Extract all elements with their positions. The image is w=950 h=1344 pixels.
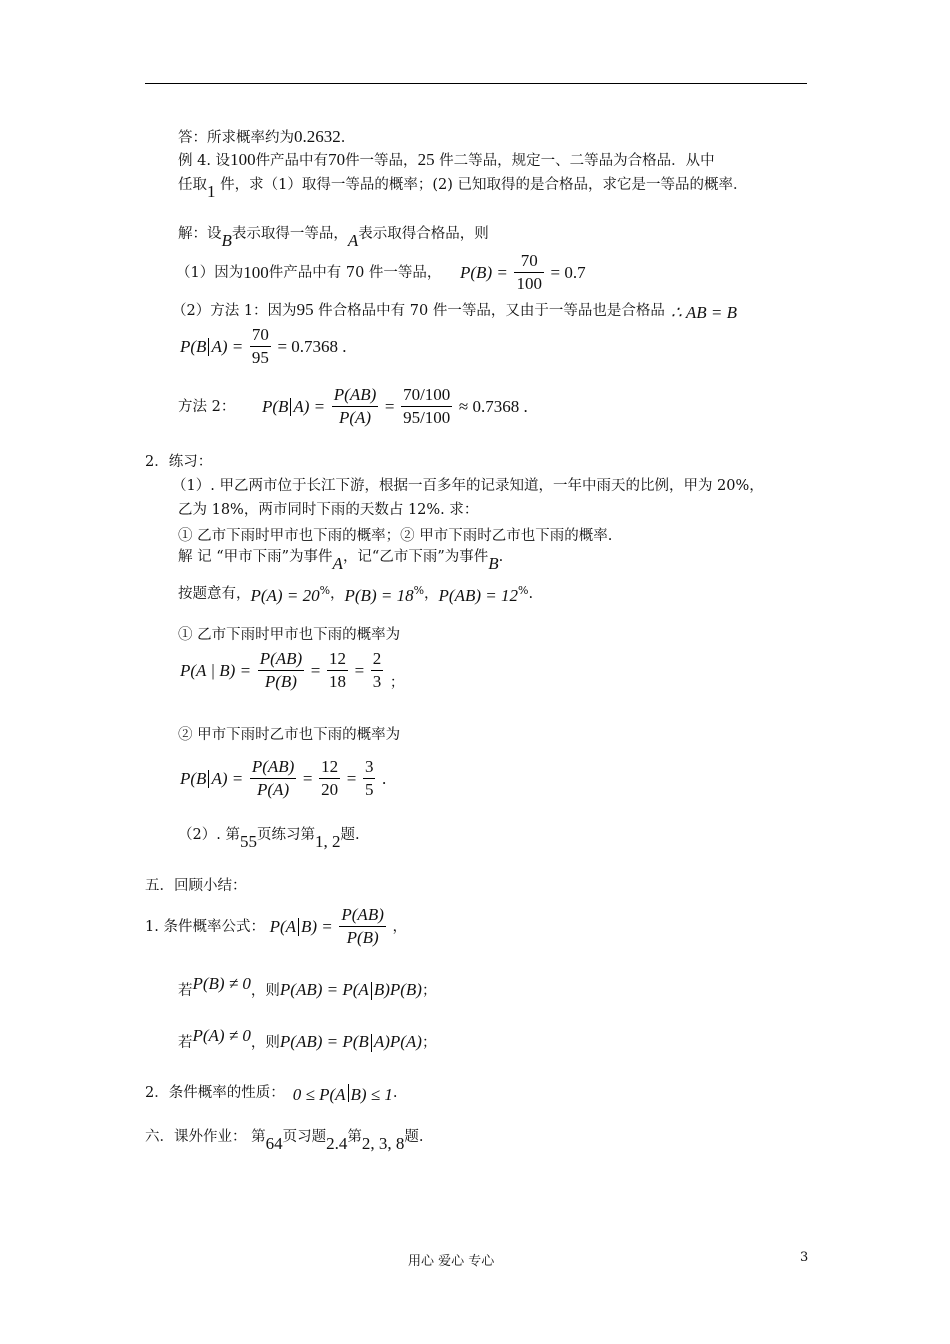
math-symbol: A — [347, 231, 359, 250]
text-run: ， — [424, 586, 439, 602]
exercise-1-line2 — [178, 500, 478, 520]
text-run: ， — [392, 918, 407, 935]
answer-value: 0.2632 — [294, 127, 341, 146]
summary-if-b — [178, 974, 437, 1001]
math-expr: A) = — [211, 768, 244, 788]
numerator: 70/100 — [403, 385, 451, 404]
numerator: 12 — [328, 649, 346, 668]
math-expr: A) = — [211, 336, 244, 356]
text-run: 解：设 — [178, 226, 222, 242]
number-run: 2, 3, 8 — [361, 1134, 405, 1153]
text-run: 例 4. 设 — [178, 153, 231, 169]
text-run: 页习题 — [282, 1129, 327, 1145]
exercise-1-q1-heading — [178, 625, 400, 645]
math-expr: = — [384, 396, 395, 416]
number-run: 1 — [207, 182, 216, 201]
math-expr: = — [302, 768, 313, 788]
denominator: 100 — [516, 274, 542, 293]
summary-if-a — [178, 1026, 437, 1053]
number-run: 64 — [265, 1134, 283, 1153]
part2-result — [180, 324, 347, 369]
numerator: P(AB) — [333, 385, 377, 404]
fraction — [514, 250, 544, 295]
fraction — [327, 648, 348, 693]
exercise-1-q1-formula — [180, 648, 404, 693]
math-expr: . — [382, 768, 387, 788]
text-run: 表示取得合格品，则 — [358, 226, 489, 242]
text-run: 件二等品，规定一、二等品为合格品．从中 — [434, 153, 715, 169]
text-run: 任取 — [178, 177, 207, 193]
text-run: 1. 条件概率公式： — [145, 918, 265, 935]
text-run: ① 乙市下雨时甲市也下雨的概率；② 甲市下雨时乙市也下雨的概率. — [178, 528, 613, 544]
text-run: 件产品中有 — [255, 153, 329, 169]
text-run: 若 — [178, 983, 193, 999]
exercise-1-q2-formula — [180, 756, 386, 801]
text-run: 件一等品， — [345, 153, 418, 169]
math-expr: ≈ 0.7368 . — [458, 396, 528, 416]
text-run: 题. — [340, 827, 360, 843]
text-run: 件，求（1）取得一等品的概率；(2) 已知取得的是合格品，求它是一等品的概率． — [215, 177, 748, 193]
part2-method2 — [178, 384, 528, 429]
math-expr: = — [346, 768, 357, 788]
text-run: 件产品中有 70 件一等品， — [268, 264, 442, 281]
text-run: （2）方法 1：因为 — [172, 303, 297, 319]
text-run: 2．练习： — [145, 454, 213, 470]
fraction — [258, 648, 304, 693]
text-run: ； — [421, 983, 437, 999]
page-number: 3 — [800, 1250, 809, 1265]
exercise-1-line1 — [172, 476, 764, 496]
fraction — [250, 324, 271, 369]
text-run: . — [498, 549, 504, 565]
text-run: 若 — [178, 1035, 193, 1051]
math-expr: = 0.7 — [550, 262, 586, 282]
text-run: （1）. 甲乙两市位于长江下游，根据一百多年的记录知道，一年中雨天的比例，甲为 20%， — [172, 478, 764, 494]
math-expr: P(AB) = P(B — [279, 1032, 369, 1051]
math-symbol: A — [332, 554, 343, 573]
text-run: （1）因为 — [176, 264, 244, 281]
numerator: P(AB) — [259, 649, 303, 668]
percent-sign: % — [319, 584, 331, 597]
homework-line — [145, 1126, 424, 1153]
text-run: ，则 — [250, 1035, 280, 1051]
number-run: 55 — [239, 832, 257, 851]
math-expr: P(A — [269, 916, 296, 936]
summary-heading — [145, 876, 247, 896]
percent-sign: % — [517, 584, 529, 597]
math-expr: P(B — [261, 396, 289, 416]
math-expr: B) = — [301, 916, 333, 936]
text-run: 五．回顾小结： — [145, 878, 247, 894]
math-symbol: B — [221, 231, 232, 250]
answer-line — [178, 127, 345, 148]
denominator: P(B) — [339, 926, 385, 949]
math-symbol: B — [488, 554, 499, 573]
number-run: 100 — [243, 262, 269, 282]
denominator: 5 — [364, 780, 374, 799]
header-rule — [145, 83, 807, 84]
math-expr: P(B) ≠ 0 — [192, 974, 251, 993]
math-expr: P(A) = 20 — [250, 586, 320, 605]
denominator: 3 — [372, 672, 382, 691]
denominator: 95/100 — [403, 408, 451, 427]
given-bar — [208, 338, 209, 356]
exercise-1-q2-heading — [178, 725, 400, 745]
text-run: 按题意有， — [178, 586, 251, 602]
denominator: P(A) — [332, 406, 378, 429]
example4-line1 — [178, 150, 715, 171]
text-run: ，则 — [250, 983, 280, 999]
math-expr: P(B — [180, 336, 207, 356]
fraction — [332, 384, 378, 429]
math-expr: 0 ≤ P(A — [292, 1085, 346, 1104]
text-run: ， — [330, 586, 345, 602]
summary-property — [145, 1082, 398, 1103]
part1-line — [176, 250, 586, 295]
denominator: 18 — [328, 672, 346, 691]
text-run: 题. — [404, 1129, 424, 1145]
text-run: 乙为 18%，两市同时下雨的天数占 12%. 求： — [178, 502, 479, 518]
exercise-heading — [145, 452, 212, 472]
math-expr: P(A | B) = — [180, 660, 252, 680]
text-run: 2．条件概率的性质： — [145, 1085, 285, 1101]
denominator: 20 — [321, 780, 339, 799]
exercise-2-line — [178, 824, 360, 851]
exercise-1-solution — [178, 546, 504, 573]
text-run: ； — [421, 1035, 437, 1051]
math-expr: P(A) ≠ 0 — [192, 1026, 251, 1045]
part2-method1 — [172, 300, 737, 321]
denominator: P(A) — [250, 778, 296, 801]
text-run: （2）. 第 — [178, 827, 240, 843]
text-run: 方法 2： — [178, 398, 236, 415]
math-expr: P(AB) = P(A — [279, 980, 369, 999]
text-run: ，记“乙市下雨”为事件 — [342, 549, 489, 565]
text-run: 六．课外作业： 第 — [145, 1129, 266, 1145]
fraction — [363, 756, 376, 801]
answer-text: 答：所求概率约为 — [178, 130, 294, 146]
exercise-1-given — [178, 583, 533, 605]
numerator: 70 — [251, 325, 269, 344]
numerator: P(AB) — [251, 757, 295, 776]
number-run: 25 — [417, 150, 435, 169]
given-bar — [371, 1034, 372, 1052]
math-expr: = — [310, 660, 321, 680]
text-run: 表示取得一等品， — [231, 226, 348, 242]
text-run: . — [392, 1085, 398, 1101]
answer-period: . — [340, 130, 346, 146]
text-run: ② 甲市下雨时乙市也下雨的概率为 — [178, 727, 401, 743]
numerator: 2 — [372, 649, 382, 668]
percent-sign: % — [413, 584, 425, 597]
math-expr: ∴ AB = B — [670, 303, 738, 322]
given-bar — [208, 770, 209, 788]
example4-line2 — [178, 174, 748, 201]
text-run: 页练习第 — [256, 827, 315, 843]
math-expr: P(AB) = 12 — [438, 586, 518, 605]
given-bar — [348, 1084, 349, 1102]
fraction — [250, 756, 296, 801]
given-bar — [290, 398, 291, 416]
given-bar — [371, 982, 372, 1000]
number-run: 1, 2 — [314, 832, 341, 851]
math-expr: B)P(B) — [373, 980, 422, 999]
text-run: ； — [389, 674, 405, 691]
math-expr: A) = — [293, 396, 326, 416]
math-expr: P(B — [180, 768, 207, 788]
math-expr: P(B) = — [460, 262, 508, 282]
text-run: 件合格品中有 70 件一等品，又由于一等品也是合格品 — [313, 303, 665, 319]
fraction — [319, 756, 340, 801]
numerator: 12 — [321, 757, 339, 776]
math-expr: = 0.7368 . — [277, 336, 347, 356]
fraction — [371, 648, 384, 693]
text-run: 第 — [347, 1129, 362, 1145]
text-run: 解 记 “甲市下雨”为事件 — [178, 549, 333, 565]
solution-intro — [178, 223, 489, 250]
numerator: 3 — [364, 757, 374, 776]
number-run: 70 — [328, 150, 346, 169]
numerator: 70 — [520, 251, 538, 270]
given-bar — [298, 918, 299, 936]
fraction — [401, 384, 452, 429]
footer-motto: 用心 爱心 专心 — [408, 1254, 495, 1269]
math-expr: B) ≤ 1 — [350, 1085, 393, 1104]
number-run: 100 — [230, 150, 256, 169]
math-expr: = — [354, 660, 365, 680]
summary-formula — [145, 904, 407, 949]
number-run: 2.4 — [326, 1134, 348, 1153]
text-run: . — [528, 586, 534, 602]
math-expr: P(B) = 18 — [344, 586, 414, 605]
exercise-1-questions — [178, 526, 612, 546]
numerator: P(AB) — [341, 905, 384, 924]
fraction — [339, 904, 385, 949]
number-run: 95 — [296, 300, 314, 319]
denominator: 95 — [251, 348, 269, 367]
math-expr: A)P(A) — [373, 1032, 422, 1051]
text-run: ① 乙市下雨时甲市也下雨的概率为 — [178, 627, 401, 643]
denominator: P(B) — [258, 670, 304, 693]
